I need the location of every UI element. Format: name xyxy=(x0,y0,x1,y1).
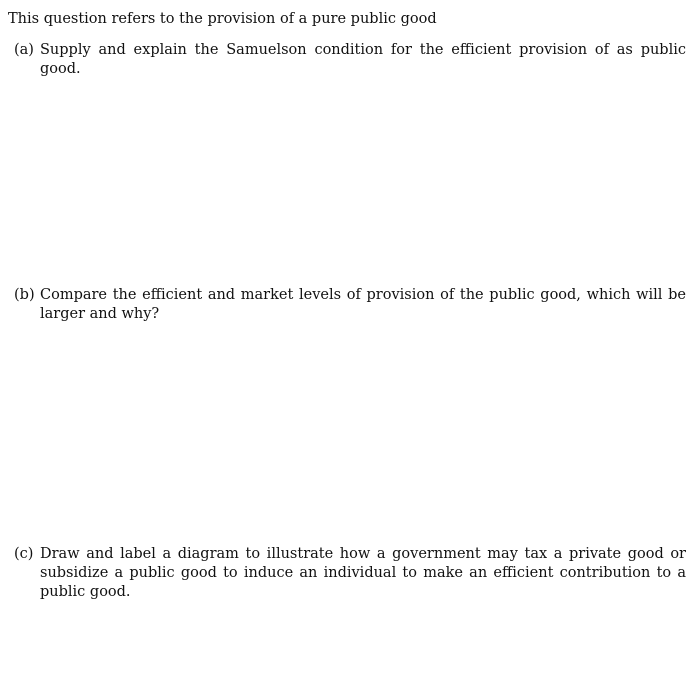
question-text-c: Draw and label a diagram to illustrate how a government may tax a private good or subsidize a public good to induce an individual to make an efficient contribution to a public good. xyxy=(40,546,686,600)
question-label-a: (a) xyxy=(14,42,34,58)
question-part-b xyxy=(14,286,686,324)
question-part-a xyxy=(14,41,686,79)
question-label-c: (c) xyxy=(14,546,34,562)
question-part-c xyxy=(14,545,686,602)
question-intro: This question refers to the provision of a pure public good xyxy=(8,11,437,27)
question-text-a: Supply and explain the Samuelson condition for the efficient provision of as public good. xyxy=(40,42,686,77)
question-text-b: Compare the efficient and market levels of provision of the public good, which will be larger and why? xyxy=(40,287,686,322)
question-label-b: (b) xyxy=(14,287,35,303)
